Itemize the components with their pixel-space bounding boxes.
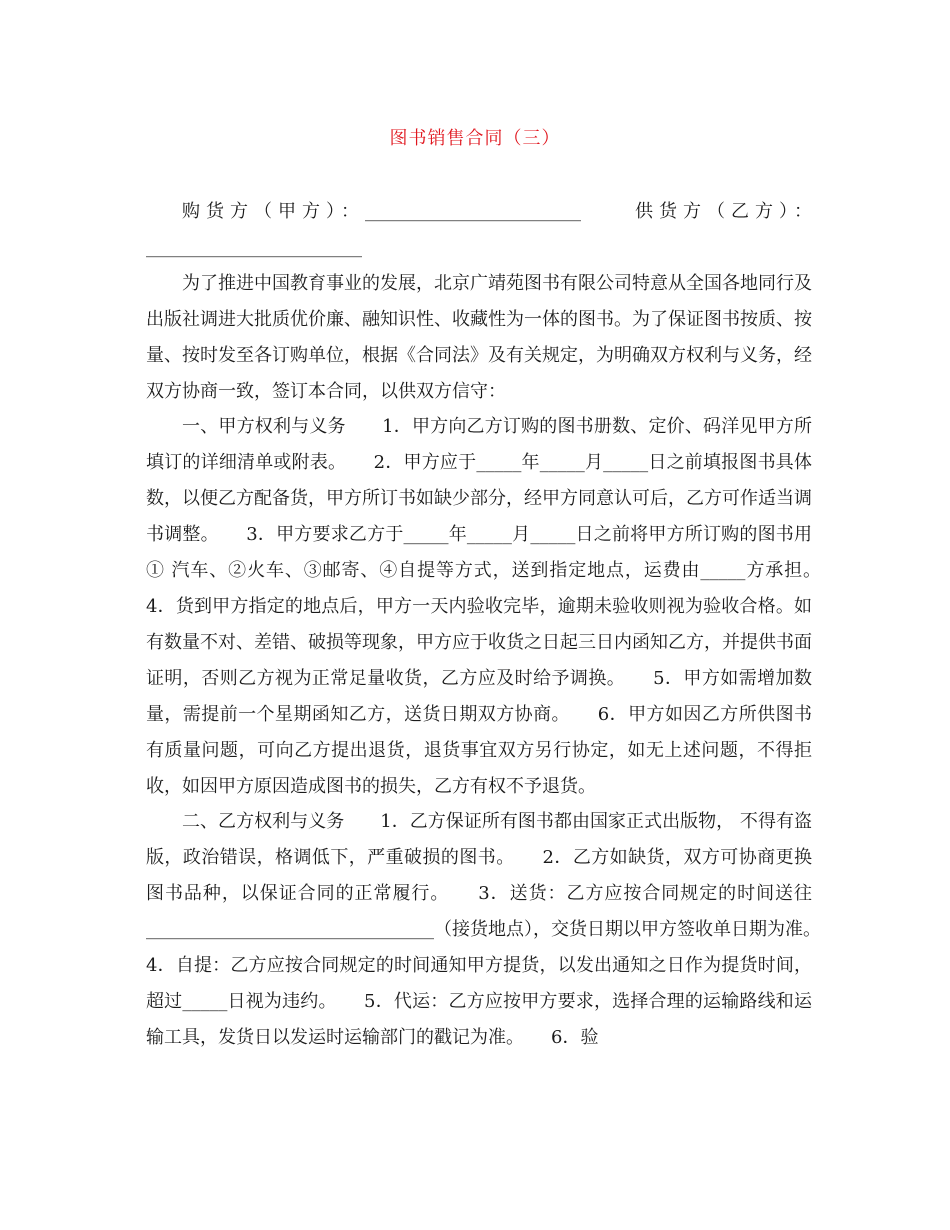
- document-body: [146, 194, 848, 1056]
- preamble-paragraph: 为了推进中国教育事业的发展，北京广靖苑图书有限公司特意从全国各地同行及出版社调进大批质优价廉、融知识性、收藏性为一体的图书。为了保证图书按质、按量、按时发至各订购单位，根据《合同法》及有关规定，为明确双方权利与义务，经双方协商一致，签订本合同，以供双方信守：: [146, 272, 812, 402]
- section-party-b-paragraph: 二、乙方权利与义务 1．乙方保证所有图书都由国家正式出版物， 不得有盗版，政治错误，格调低下，严重破损的图书。 2．乙方如缺货，双方可协商更换图书品种，以保证合同的正常履行。 3．送货：乙方应按合同规定的时间送往________________________________（接货地点），交货日期以甲方签收单日期为准。 4．自提：乙方应按合同规定的时间通知甲方提货，以发出通知之日作为提货时间，超过_____日视为违约。 5．代运：乙方应按甲方要求，选择合理的运输路线和运输工具，发货日以发运时运输部门的戳记为准。 6．验: [146, 811, 848, 1048]
- parties-line: 购货方（甲方）：________________________ 供货方（乙方）：________________________: [146, 201, 812, 258]
- section-party-a-paragraph: 一、甲方权利与义务 1．甲方向乙方订购的图书册数、定价、码洋见甲方所填订的详细清单或附表。 2．甲方应于_____年_____月_____日之前填报图书具体数，以便乙方配备货，甲方所订书如缺少部分，经甲方同意认可后，乙方可作适当调书调整。 3．甲方要求乙方于_____年_____月_____日之前将甲方所订购的图书用① 汽车、②火车、③邮寄、④自提等方式，送到指定地点，运费由_____方承担。 4．货到甲方指定的地点后，甲方一天内验收完毕，逾期未验收则视为验收合格。如有数量不对、差错、破损等现象，甲方应于收货之日起三日内函知乙方，并提供书面证明，否则乙方视为正常足量收货，乙方应及时给予调换。 5．甲方如需增加数量，需提前一个星期函知乙方，送货日期双方协商。 6．甲方如因乙方所供图书有质量问题，可向乙方提出退货，退货事宜双方另行协定，如无上述问题，不得拒收，如因甲方原因造成图书的损失，乙方有权不予退货。: [146, 416, 848, 797]
- document-title: 图书销售合同（三）: [389, 128, 561, 149]
